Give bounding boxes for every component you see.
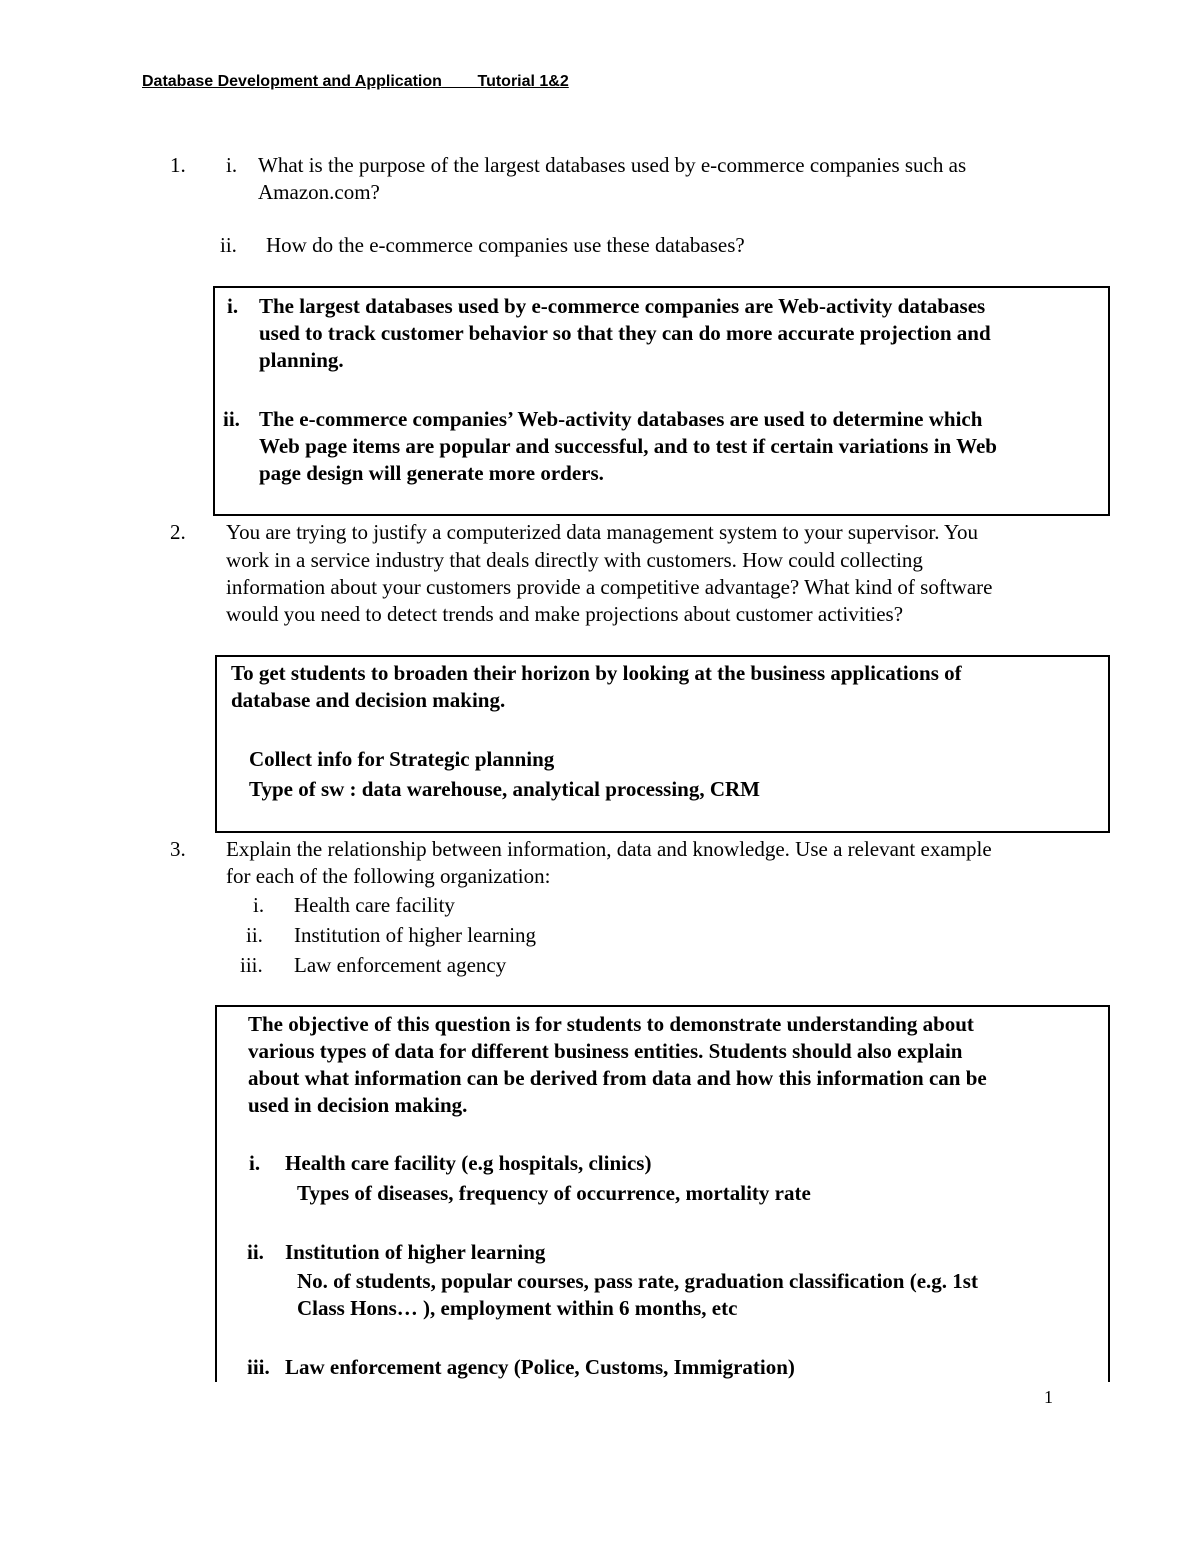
answer-3-ii-label: ii. xyxy=(247,1240,264,1264)
question-2-line: would you need to detect trends and make projections about customer activities? xyxy=(226,602,904,626)
answer-3-i-title: Health care facility (e.g hospitals, clinics) xyxy=(285,1151,652,1175)
answer-3-ii-detail: Class Hons… ), employment within 6 months, etc xyxy=(297,1296,738,1320)
answer-1-ii-line: page design will generate more orders. xyxy=(259,461,604,485)
question-2-line: information about your customers provide a competitive advantage? What kind of software xyxy=(226,575,993,599)
answer-3-line: The objective of this question is for students to demonstrate understanding about xyxy=(248,1012,974,1036)
question-3-item-label: iii. xyxy=(240,953,263,977)
answer-2-line: To get students to broaden their horizon by looking at the business applications of xyxy=(231,661,962,685)
question-3-item-text: Institution of higher learning xyxy=(294,923,537,947)
answer-1-i-line: The largest databases used by e-commerce companies are Web-activity databases xyxy=(259,294,986,318)
answer-1-i-line: planning. xyxy=(259,348,344,372)
question-1-sub-i-label: i. xyxy=(226,153,238,177)
question-2-number: 2. xyxy=(170,520,186,544)
question-3-number: 3. xyxy=(170,837,186,861)
answer-3-line: various types of data for different business entities. Students should also explain xyxy=(248,1039,963,1063)
answer-1-ii-label: ii. xyxy=(223,407,240,431)
question-1-number: 1. xyxy=(170,153,186,177)
question-3-item-label: ii. xyxy=(246,923,263,947)
question-1-sub-ii-text: How do the e-commerce companies use these databases? xyxy=(266,233,745,257)
question-3-item-text: Health care facility xyxy=(294,893,455,917)
answer-3-i-label: i. xyxy=(249,1151,261,1175)
answer-3-line: used in decision making. xyxy=(248,1093,468,1117)
question-2-line: You are trying to justify a computerized data management system to your supervisor. You xyxy=(226,520,979,544)
tutorial-title: Tutorial 1&2 xyxy=(477,73,569,90)
answer-1-ii-line: The e-commerce companies’ Web-activity databases are used to determine which xyxy=(259,407,983,431)
page-number: 1 xyxy=(1044,1387,1053,1407)
answer-3-iii-title: Law enforcement agency (Police, Customs, Immigration) xyxy=(285,1355,795,1379)
question-1-sub-i-line: Amazon.com? xyxy=(258,180,380,204)
question-3-line: for each of the following organization: xyxy=(226,864,551,888)
question-1-sub-ii-label: ii. xyxy=(220,233,237,257)
answer-1-ii-line: Web page items are popular and successful, and to test if certain variations in Web xyxy=(259,434,997,458)
answer-3-iii-label: iii. xyxy=(247,1355,270,1379)
answer-1-i-label: i. xyxy=(227,294,239,318)
answer-2-software-type: Type of sw : data warehouse, analytical processing, CRM xyxy=(249,777,760,801)
answer-3-i-detail: Types of diseases, frequency of occurrence, mortality rate xyxy=(297,1181,811,1205)
answer-2-line: database and decision making. xyxy=(231,688,506,712)
answer-3-ii-title: Institution of higher learning xyxy=(285,1240,546,1264)
answer-2-collect: Collect info for Strategic planning xyxy=(249,747,555,771)
question-2-line: work in a service industry that deals directly with customers. How could collecting xyxy=(226,548,923,572)
answer-3-line: about what information can be derived from data and how this information can be xyxy=(248,1066,987,1090)
answer-1-i-line: used to track customer behavior so that they can do more accurate projection and xyxy=(259,321,991,345)
question-3-item-text: Law enforcement agency xyxy=(294,953,507,977)
document-header xyxy=(142,73,569,91)
question-3-line: Explain the relationship between information, data and knowledge. Use a relevant example xyxy=(226,837,992,861)
question-3-item-label: i. xyxy=(253,893,265,917)
question-1-sub-i-line: What is the purpose of the largest databases used by e-commerce companies such as xyxy=(258,153,967,177)
answer-3-ii-detail: No. of students, popular courses, pass rate, graduation classification (e.g. 1st xyxy=(297,1269,978,1293)
course-title: Database Development and Application xyxy=(142,73,442,90)
